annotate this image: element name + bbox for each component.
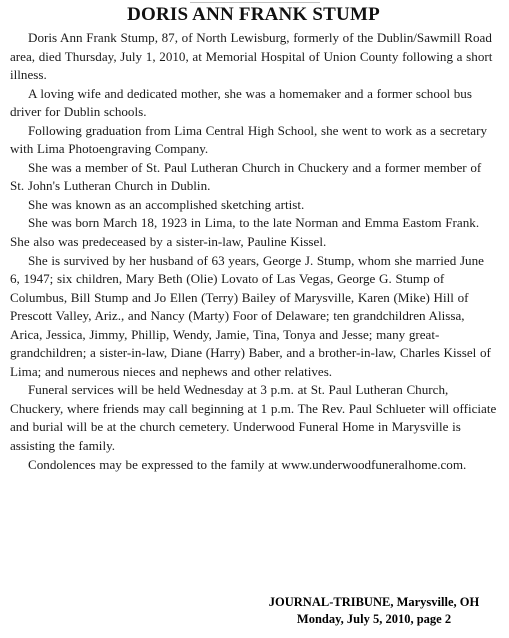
obituary-paragraph-6: She was born March 18, 1923 in Lima, to the late Norman and Emma Eastom Frank. She also was predeceased by a sister-in-law, Pauline Kissel. — [10, 215, 480, 250]
obituary-paragraph-3: Following graduation from Lima Central High School, she went to work as a secretary with Lima Photoengraving Company. — [10, 122, 488, 157]
obituary-paragraph-9: Condolences may be expressed to the family at www.underwoodfuneralhome.com. — [28, 456, 467, 472]
source-publication: JOURNAL-TRIBUNE, Marysville, OH — [268, 595, 480, 609]
obituary-paragraph-1: Doris Ann Frank Stump, 87, of North Lewisburg, formerly of the Dublin/Sawmill Road area, died Thursday, July 1, 2010, at Memorial Hospital of Union County following a short illness. — [10, 30, 493, 83]
obituary-paragraph-5: She was known as an accomplished sketching artist. — [28, 196, 305, 212]
source-citation — [249, 594, 499, 628]
obituary-body — [10, 29, 497, 474]
obituary-paragraph-2: A loving wife and dedicated mother, she was a homemaker and a former school bus driver for Dublin schools. — [10, 85, 472, 120]
source-date-page: Monday, July 5, 2010, page 2 — [296, 612, 452, 626]
obituary-paragraph-4: She was a member of St. Paul Lutheran Church in Chuckery and a former member of St. John's Lutheran Church in Dublin. — [10, 159, 482, 194]
clipping-top-edge — [190, 0, 320, 3]
obituary-headline: DORIS ANN FRANK STUMP — [127, 4, 380, 25]
obituary-paragraph-8: Funeral services will be held Wednesday at 3 p.m. at St. Paul Lutheran Church, Chuckery, where friends may call beginning at 1 p.m. The Rev. Paul Schlueter will officiate and burial will be at the church cemetery. Underwood Funeral Home in Marysville is assisting the family. — [10, 382, 497, 454]
obituary-paragraph-7: She is survived by her husband of 63 years, George J. Stump, whom she married June 6, 1947; six children, Mary Beth (Olie) Lovato of Las Vegas, George G. Stump of Columbus, Bill Stump and Jo Ellen (Terry) Bailey of Marysville, Karen (Mike) Hill of Prescott Valley, Ariz., and Nancy (Marty) Foor of Delaware; ten grandchildren Alissa, Arica, Jessica, Jimmy, Phillip, Wendy, Jamie, Tina, Tonya and Jesse; many great-grandchildren; a sister-in-law, Diane (Harry) Baber, and a brother-in-law, Charles Kissel of Lima; and numerous nieces and nephews and other relatives. — [10, 252, 491, 379]
